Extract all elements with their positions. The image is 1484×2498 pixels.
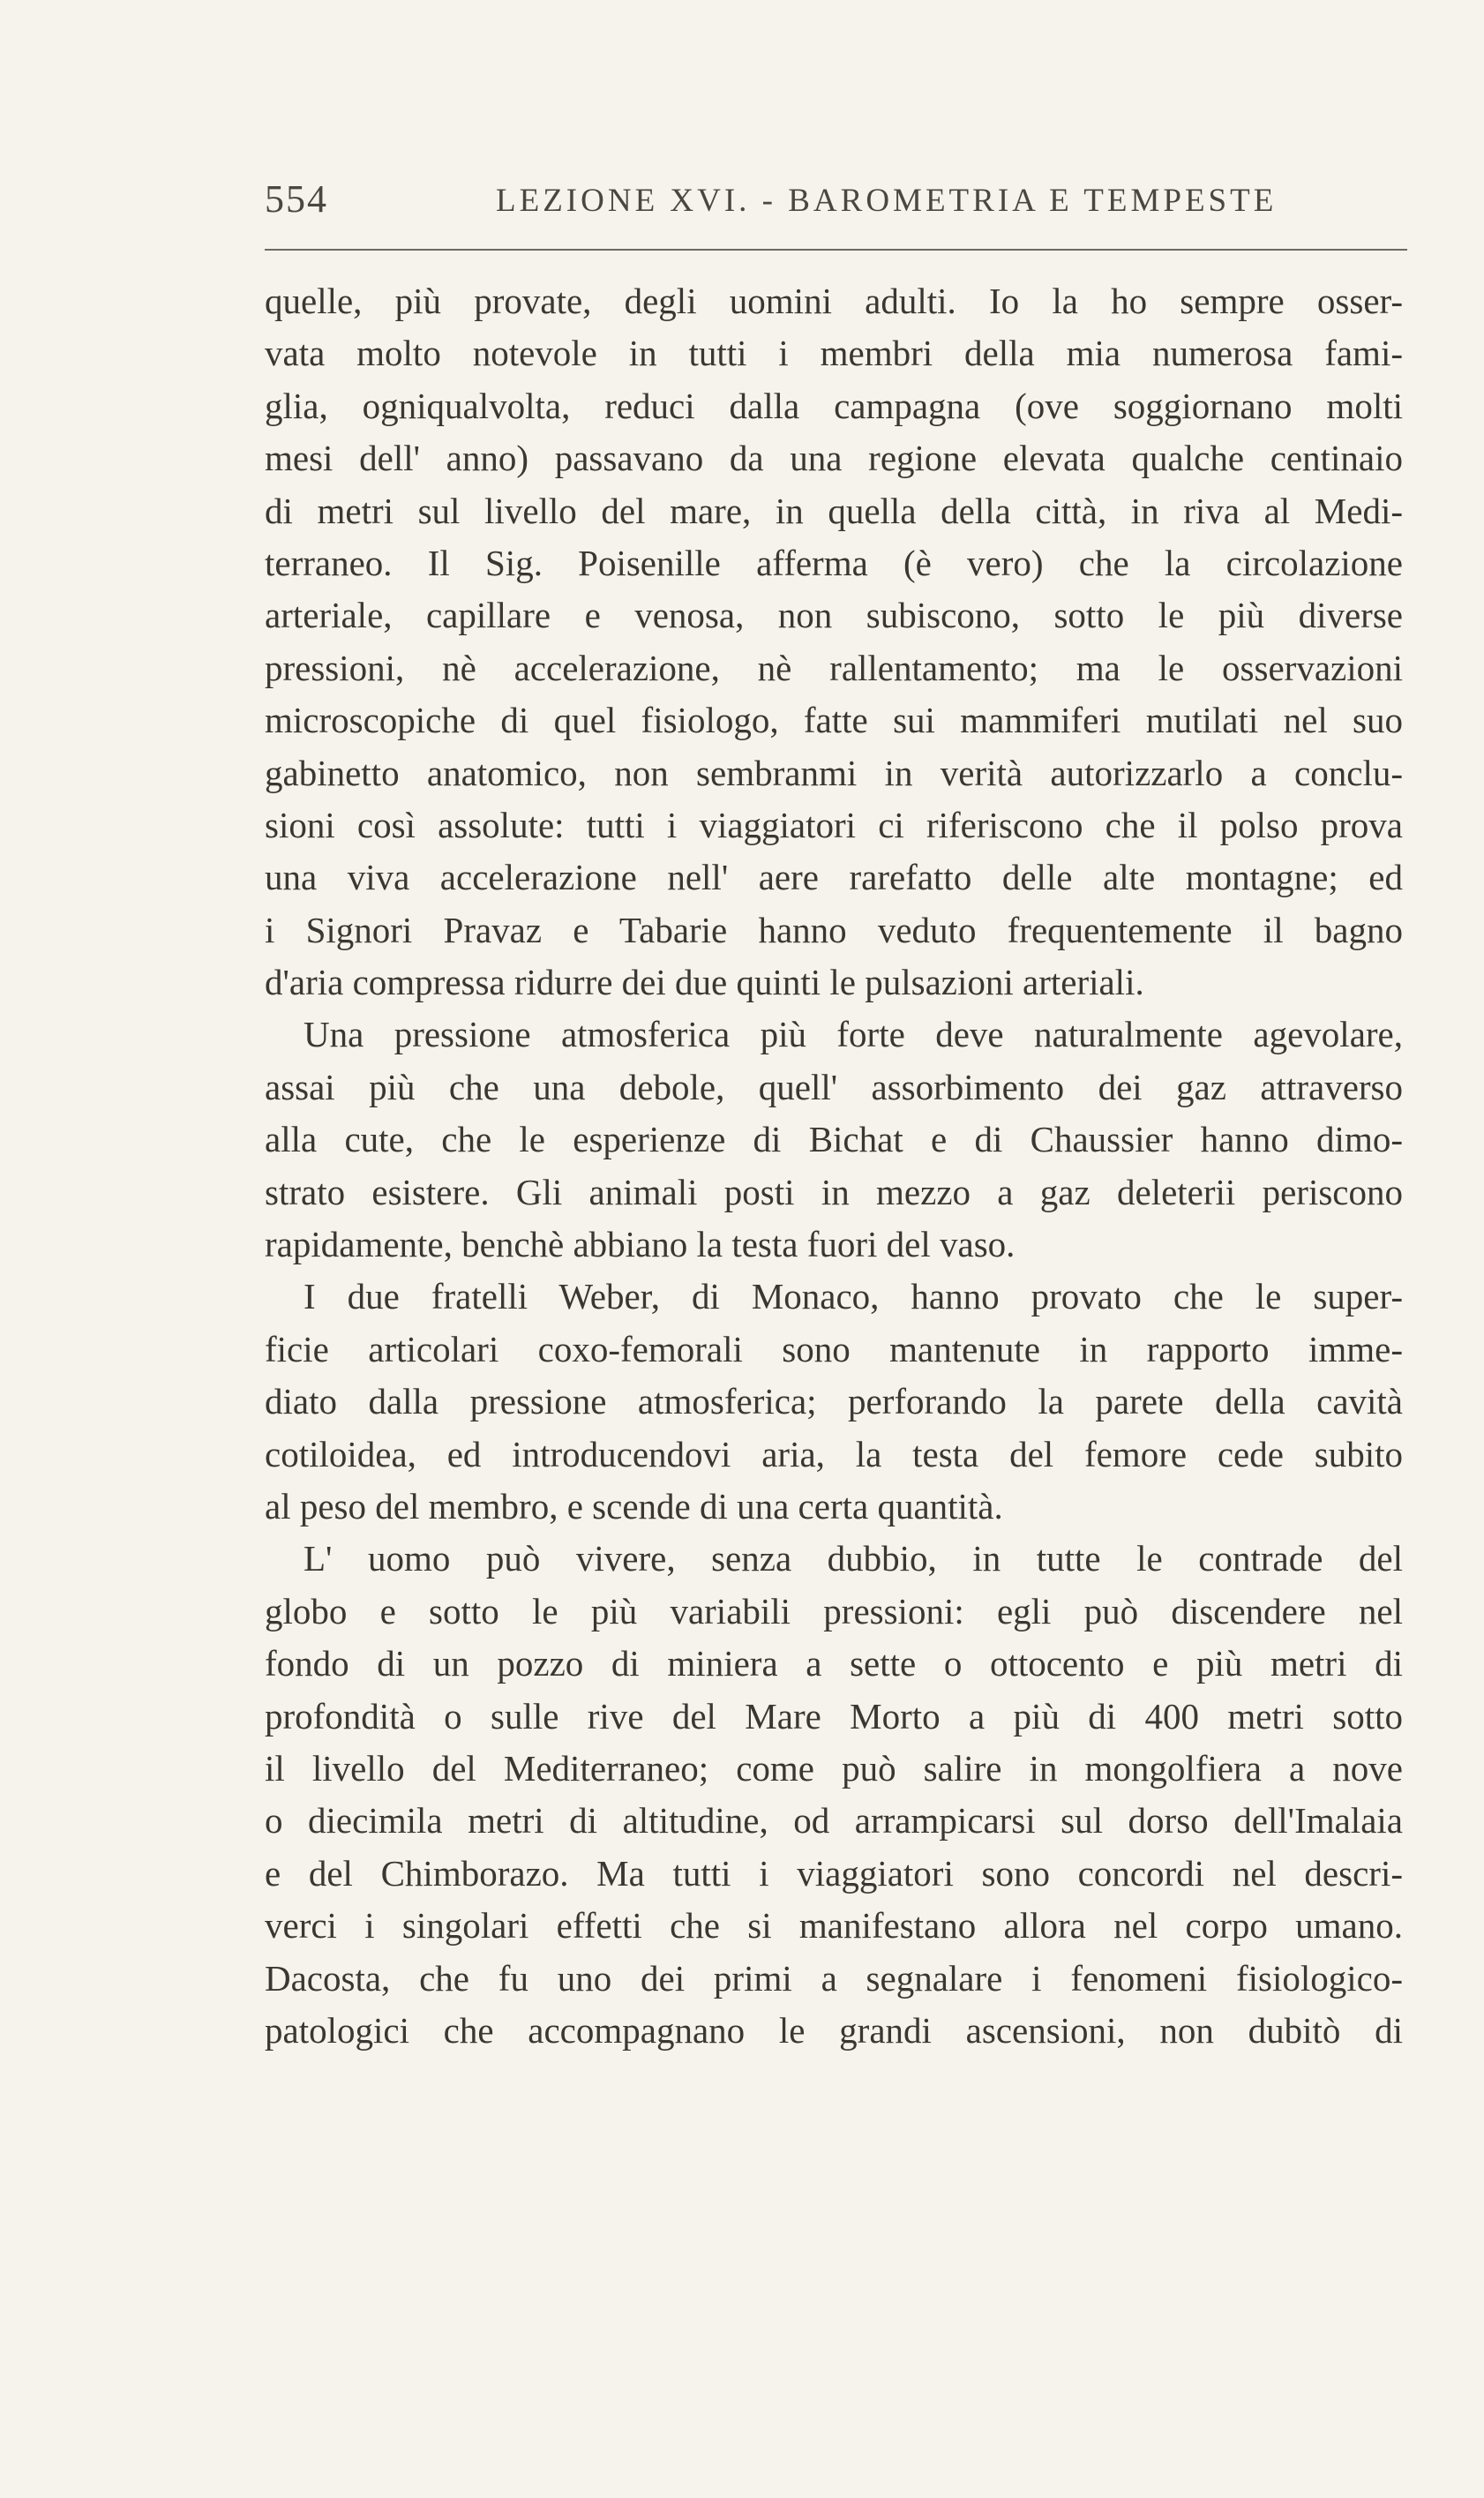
text-line: di metri sul livello del mare, in quella della città, in riva al Medi- — [265, 490, 1403, 531]
text-line: il livello del Mediterraneo; come può salire in mongolfiera a nove — [265, 1747, 1403, 1789]
text-line: d'aria compressa ridurre dei due quinti le pulsazioni arteriali. — [265, 962, 1144, 1003]
text-line: globo e sotto le più variabili pressioni: egli può discendere nel — [265, 1590, 1403, 1632]
text-line: al peso del membro, e scende di una certa quantità. — [265, 1485, 1003, 1527]
body-text — [265, 275, 1403, 2057]
text-line: verci i singolari effetti che si manifestano allora nel corpo umano. — [265, 1905, 1403, 1947]
text-line: assai più che una debole, quell' assorbimento dei gaz attraverso — [265, 1066, 1403, 1107]
text-line: profondità o sulle rive del Mare Morto a più di 400 metri sotto — [265, 1695, 1403, 1737]
text-line: strato esistere. Gli animali posti in mezzo a gaz deleterii periscono — [265, 1171, 1403, 1212]
text-line: vata molto notevole in tutti i membri della mia numerosa fami- — [265, 333, 1403, 374]
text-line: i Signori Pravaz e Tabarie hanno veduto frequentemente il bagno — [265, 909, 1403, 950]
text-line: mesi dell' anno) passavano da una regione elevata qualche centinaio — [265, 438, 1403, 479]
running-title: LEZIONE XVI. - BAROMETRIA E TEMPESTE — [496, 183, 1278, 219]
text-line: rapidamente, benchè abbiano la testa fuori del vaso. — [265, 1224, 1016, 1265]
text-line: ficie articolari coxo-femorali sono mantenute in rapporto imme- — [265, 1328, 1403, 1369]
text-line: patologici che accompagnano le grandi ascensioni, non dubitò di — [265, 2009, 1403, 2051]
text-line: e del Chimborazo. Ma tutti i viaggiatori sono concordi nel descri- — [265, 1852, 1403, 1894]
text-line: fondo di un pozzo di miniera a sette o ottocento e più metri di — [265, 1643, 1403, 1684]
text-line: Dacosta, che fu uno dei primi a segnalare i fenomeni fisiologico- — [265, 1957, 1403, 1999]
text-line: alla cute, che le esperienze di Bichat e di Chaussier hanno dimo- — [265, 1119, 1403, 1160]
header-rule — [265, 249, 1407, 251]
page-number: 554 — [265, 177, 328, 221]
text-line: terraneo. Il Sig. Poisenille afferma (è vero) che la circolazione — [265, 542, 1403, 583]
text-line: glia, ogniqualvolta, reduci dalla campagna (ove soggiornano molti — [265, 385, 1403, 426]
text-line: una viva accelerazione nell' aere rarefatto delle alte montagne; ed — [265, 857, 1403, 898]
text-line: diato dalla pressione atmosferica; perforando la parete della cavità — [265, 1381, 1403, 1422]
text-line: arteriale, capillare e venosa, non subiscono, sotto le più diverse — [265, 595, 1403, 636]
text-line: microscopiche di quel fisiologo, fatte sui mammiferi mutilati nel suo — [265, 700, 1403, 741]
text-line: sioni così assolute: tutti i viaggiatori ci riferiscono che il polso prova — [265, 804, 1403, 845]
text-line: gabinetto anatomico, non sembranmi in verità autorizzarlo a conclu- — [265, 752, 1403, 793]
text-line: Una pressione atmosferica più forte deve naturalmente agevolare, — [304, 1014, 1403, 1055]
text-line: o diecimila metri di altitudine, od arrampicarsi sul dorso dell'Imalaia — [265, 1800, 1403, 1842]
text-line: pressioni, nè accelerazione, nè rallentamento; ma le osservazioni — [265, 647, 1403, 688]
text-line: L' uomo può vivere, senza dubbio, in tutte le contrade del — [304, 1538, 1403, 1579]
text-line: quelle, più provate, degli uomini adulti. Io la ho sempre osser- — [265, 281, 1403, 321]
text-line: I due fratelli Weber, di Monaco, hanno provato che le super- — [304, 1276, 1403, 1317]
running-header — [265, 176, 1407, 229]
text-line: cotiloidea, ed introducendovi aria, la testa del femore cede subito — [265, 1433, 1403, 1474]
